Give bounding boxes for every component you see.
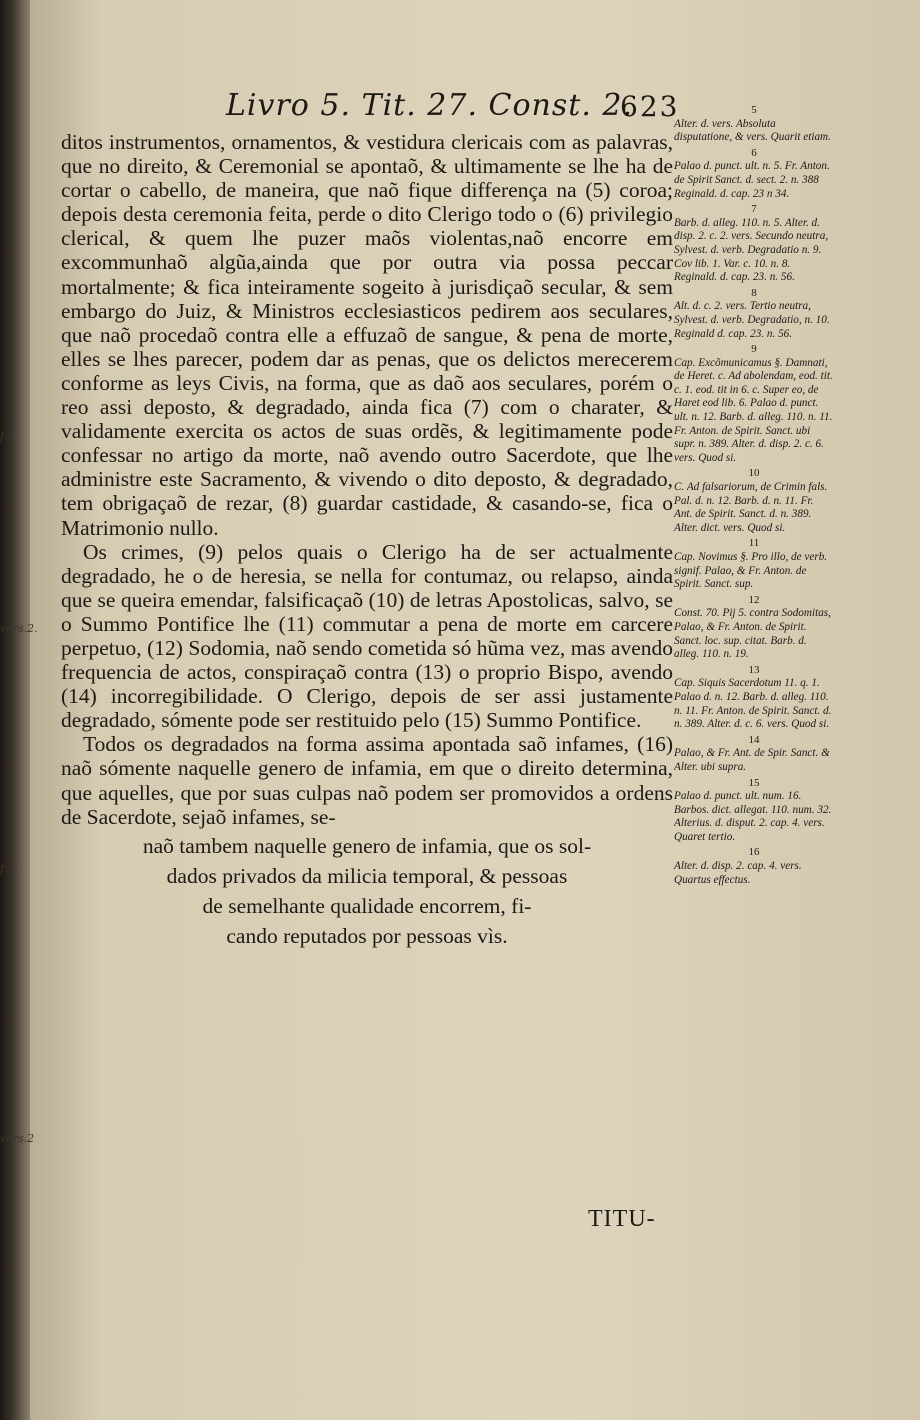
note-text: Alt. d. c. 2. vers. Tertio neutra, Sylvest. d. verb. Degradatio, n. 10. Reginald d. cap. 23. n. 56. <box>674 300 830 340</box>
note-number: 11 <box>748 537 760 550</box>
margin-note <box>674 594 834 662</box>
funnel-line: cando reputados por pessoas vìs. <box>226 923 508 948</box>
page-header <box>226 88 726 132</box>
margin-notes <box>674 104 834 889</box>
note-number: 8 <box>751 286 757 299</box>
margin-note <box>674 537 834 591</box>
margin-note <box>674 777 834 845</box>
note-number: 9 <box>751 343 757 356</box>
note-text: Cap. Excõmunicamus §. Damnati, de Heret. c. Ad abolendam, eod. tit. c. 1. eod. tit in 6. c. Super eo, de Haret eod lib. 6. Palao d. punct. ult. n. 12. Barb. d. alleg. 110. n. 11. Fr. Anton. de Spirit. Sanct. ubi supr. n. 389. Alter. d. disp. 2. c. 6. vers. Quod si. <box>674 356 833 464</box>
note-text: Const. 70. Pij 5. contra Sodomitas, Palao, & Fr. Anton. de Spirit. Sanct. loc. sup. citat. Barb. d. alleg. 110. n. 19. <box>674 607 831 661</box>
note-text: Palao d. punct. ult. n. 5. Fr. Anton. de Spirit Sanct. d. sect. 2. n. 388 Reginald. d. cap. 23 n 34. <box>674 160 830 200</box>
note-text: Cap. Siquis Sacerdotum 11. q. 1. Palao d. n. 12. Barb. d. alleg. 110. n. 11. Fr. Anton. de Spirit. Sanct. d. n. 389. Alter. d. c. 6. vers. Quod si. <box>674 677 832 731</box>
funnel-line: dados privados da milicia temporal, & pessoas <box>166 863 568 888</box>
note-text: Alter. d. disp. 2. cap. 4. vers. Quartus effectus. <box>674 860 802 886</box>
note-text: Cap. Novimus §. Pro illo, de verb. signif. Palao, & Fr. Anton. de Spirit. Sanct. sup. <box>674 551 828 591</box>
note-number: 12 <box>748 593 760 606</box>
page-number: 623 <box>620 90 680 123</box>
running-title: Livro 5. Tit. 27. Const. 2. <box>226 88 634 123</box>
margin-note <box>674 203 834 285</box>
paragraph-3: Todos os degradados na forma assima apontada saõ infames, (16) naõ sómente naquelle genero de infamia, em que o direito determina, que aquelles, que por suas culpas naõ podem ser promovidos a ordens de Sacerdote, sejaõ infames, se- <box>61 732 673 829</box>
paragraph-3-ending <box>61 831 673 951</box>
margin-note <box>674 147 834 201</box>
funnel-line: de semelhante qualidade encorrem, fi- <box>202 893 532 918</box>
binding-gutter <box>0 0 30 1420</box>
note-text: C. Ad falsariorum, de Crimin fals. Pal. d. n. 12. Barb. d. n. 11. Fr. Ant. de Spirit. Sanct. d. n. 389. Alter. dict. vers. Quod si. <box>674 481 828 534</box>
left-margin-mark: f.4 <box>0 430 15 443</box>
margin-note <box>674 846 834 887</box>
left-margin-mark: vers.2 <box>0 1132 35 1145</box>
left-margin-mark: f.3. <box>0 862 18 875</box>
note-text: Alter. d. vers. Absoluta disputatione, & vers. Quarit etiam. <box>674 117 831 144</box>
note-number: 14 <box>748 733 760 746</box>
note-text: Palao d. punct. ult. num. 16. Barbos. dict. allegat. 110. num. 32. Alterius. d. disput. 2. cap. 4. vers. Quaret tertio. <box>674 790 832 843</box>
catchword: TITU- <box>588 1206 656 1232</box>
paragraph-2: Os crimes, (9) pelos quais o Clerigo ha de ser actualmente degradado, he o de heresia, se nella for contumaz, ou relapso, ainda que se queira emendar, falsificaçaõ (10) de letras Apostolicas, salvo, se o Summo Pontifice lhe (11) commutar a pena de morte em carcere perpetuo, (12) Sodomia, naõ sendo cometida só hũma vez, mas avendo frequencia de actos, conspiraçaõ contra (13) o proprio Bispo, avendo (14) incorregibilidade. O Clerigo, depois de ser assi justamente degradado, sómente pode ser restituido pelo (15) Summo Pontifice. <box>61 539 673 733</box>
note-number: 16 <box>748 846 760 859</box>
note-text: Barb. d. alleg. 110. n. 5. Alter. d. disp. 2. c. 2. vers. Secundo neutra, Sylvest. d. verb. Degradatio n. 9. Cov lib. 1. Var. c. 10. n. 8. Reginald. d. cap. 23. n. 56. <box>674 216 829 284</box>
note-number: 13 <box>748 663 760 676</box>
left-margin-mark: vers.2. <box>0 622 38 635</box>
note-number: 15 <box>748 776 760 789</box>
margin-note <box>674 104 834 145</box>
paragraph-1: ditos instrumentos, ornamentos, & vestidura clericais com as palavras, que no direito, & Ceremonial se apontaõ, & ultimamente se lhe ha de cortar o cabello, de maneira, que naõ fique differença na (5) coroa; depois desta ceremonia feita, perde o dito Clerigo todo o (6) privilegio clerical, & quem lhe puzer maõs violentas,naõ encorre em excommunhaõ algũa,ainda que por outra via possa peccar mortalmente; & fica inteiramente sogeito à jurisdiçaõ secular, & sem embargo do Juiz, & Ministros ecclesiasticos pedirem aos seculares, que naõ procedaõ contra elle a effuzaõ de sangue, & pena de morte, elles se lhes parecer, podem dar as penas, que os delictos merecerem conforme as leys Civis, na forma, que as daõ aos seculares, porém o reo assi deposto, & degradado, ainda fica (7) com o charater, & validamente exercita os actos de suas ordẽs, & legitimamente pode confessar no artigo da morte, naõ avendo outro Sacerdote, que lhe administre este Sacramento, & vivendo o dito deposto, & degradado, tem obrigaçaõ de rezar, (8) guardar castidade, & casando-se, fica o Matrimonio nullo. <box>61 130 673 540</box>
note-number: 7 <box>751 203 757 216</box>
note-number: 5 <box>751 104 757 116</box>
margin-note <box>674 343 834 465</box>
funnel-line: naõ tambem naquelle genero de infamia, que os sol- <box>142 833 592 858</box>
margin-note <box>674 734 834 775</box>
main-text <box>61 130 673 951</box>
margin-note <box>674 664 834 732</box>
note-text: Palao, & Fr. Ant. de Spir. Sanct. & Alter. ubi supra. <box>674 747 830 773</box>
note-number: 10 <box>748 467 760 480</box>
note-number: 6 <box>751 146 757 159</box>
margin-note <box>674 287 834 341</box>
margin-note <box>674 467 834 535</box>
